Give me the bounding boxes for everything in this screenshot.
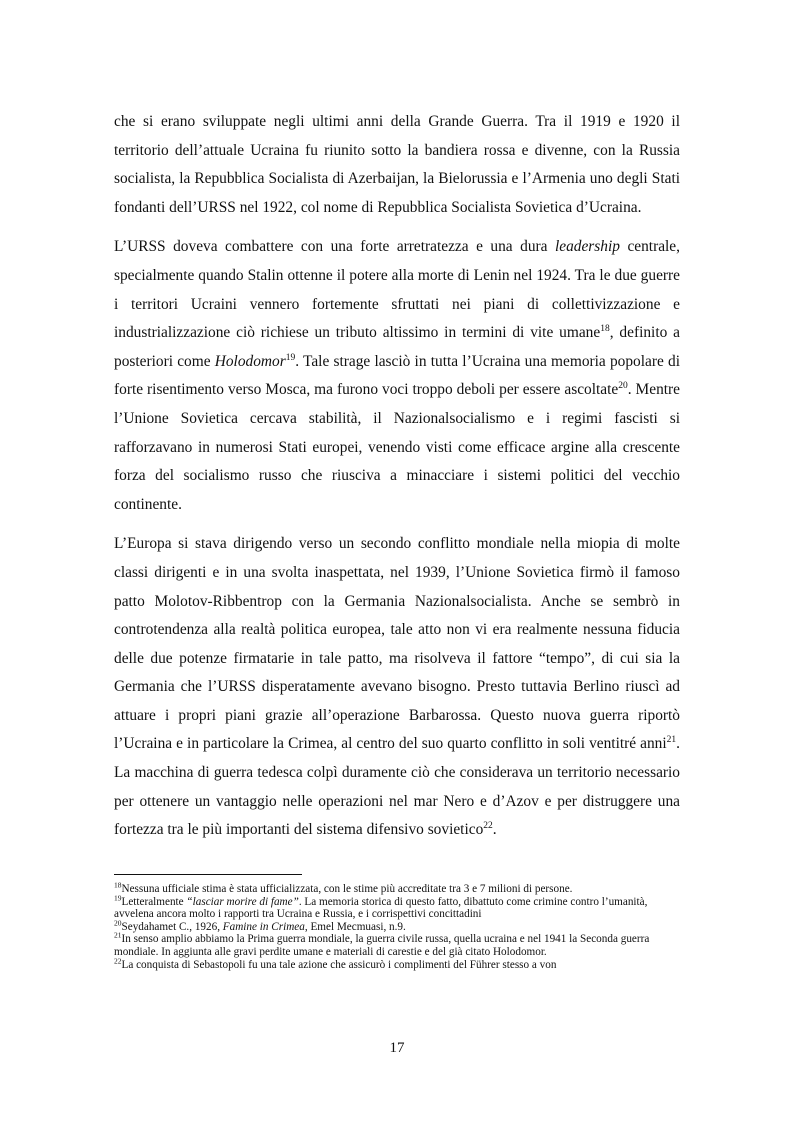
footnote-18 (114, 880, 680, 896)
footnotes (114, 880, 680, 971)
text-run: . Mentre l’Unione Sovietica cercava stabilità, il Nazionalsocialismo e i regimi fascisti si rafforzavano in numerosi Stati europei, venendo visti come efficace argine alla crescente forza del socialismo russo che riusciva a minacciare i sistemi politici del vecchio continente. (114, 381, 681, 513)
footnote-20 (114, 918, 680, 934)
footnote-21 (114, 930, 680, 958)
text-run: La conquista di Sebastopoli fu una tale azione che assicurò i complimenti del Führer stesso a von (121, 958, 557, 971)
footnote-22 (114, 955, 680, 972)
italic-run: leadership (554, 238, 620, 256)
text-run: , Emel Mecmuasi, n.9. (304, 920, 406, 933)
italic-run: Famine in Crimea (222, 920, 305, 933)
page-number: 17 (389, 1040, 405, 1056)
footnote-ref: 20 (618, 381, 628, 392)
italic-run: Holodomor (214, 352, 286, 370)
body-text (114, 108, 680, 856)
footnote-ref: 22 (114, 955, 122, 965)
text-run: Letteralmente (121, 895, 187, 908)
footnote-ref: 21 (114, 930, 122, 940)
text-run: centrale, specialmente quando Stalin ottenne il potere alla morte di Lenin nel 1924. Tra le due guerre i territori Ucraini vennero fortemente sfruttati nei piani di collettivizzazione e industrializzazione ciò richiese un tributo altissimo in termini di vite umane (114, 238, 680, 342)
text-run: . La memoria storica di questo fatto, dibattuto come crimine contro l’umanità, avvelena ancora molto i rapporti tra Ucraina e Russia, e i corrispettivi concittadini (114, 895, 648, 921)
text-run: Seydahamet C., 1926, (121, 920, 223, 933)
text-run: , definito a posteriori come (114, 324, 680, 370)
paragraph-2 (114, 233, 680, 519)
text-run: . Tale strage lasciò in tutta l’Ucraina una memoria popolare di forte risentimento verso Mosca, ma furono voci troppo deboli per essere ascoltate (114, 352, 680, 399)
footnote-ref: 18 (600, 324, 610, 335)
text-run: L’Europa si stava dirigendo verso un secondo conflitto mondiale nella miopia di molte classi dirigenti e in una svolta inaspettata, nel 1939, l’Unione Sovietica firmò il famoso patto Molotov-Ribbentrop con la Germania Nazionalsocialista. Anche se sembrò in controtendenza alla realtà politica europea, tale atto non vi era realmente nessuna fiducia delle due potenze firmatarie in tale patto, ma risolveva il fattore “tempo”, di cui sia la Germania che l’URSS disperatamente avevano bisogno. Presto tuttavia Berlino riuscì ad attuare i propri piani grazie all’operazione Barbarossa. Questo nuova guerra riportò l’Ucraina e in particolare la Crimea, al centro del suo quarto conflitto in soli ventitré anni (114, 535, 680, 753)
text-run: . La macchina di guerra tedesca colpì duramente ciò che considerava un territorio necessario per ottenere un vantaggio nelle operazioni nel mar Nero e d’Azov e per distruggere una fortezza tra le più importanti del sistema difensivo sovietico (114, 735, 680, 839)
footnote-ref: 20 (114, 918, 122, 928)
footnote-19 (114, 892, 680, 921)
text-run: L’URSS doveva combattere con una forte arretratezza e una dura (114, 238, 555, 256)
footnote-ref: 19 (114, 892, 122, 902)
paragraph-3 (114, 530, 680, 845)
italic-run: “lasciar morire di fame” (186, 895, 299, 908)
footnote-ref: 19 (285, 352, 296, 363)
footnote-ref: 22 (483, 821, 493, 832)
footnote-ref: 18 (114, 880, 122, 890)
text-run: che si erano sviluppate negli ultimi anni della Grande Guerra. Tra il 1919 e 1920 il territorio dell’attuale Ucraina fu riunito sotto la bandiera rossa e divenne, con la Russia socialista, la Repubblica Socialista di Azerbaijan, la Bielorussia e l’Armenia uno degli Stati fondanti dell’URSS nel 1922, col nome di Repubblica Socialista Sovietica d’Ucraina. (114, 113, 680, 216)
text-run: Nessuna ufficiale stima è stata ufficializzata, con le stime più accreditate tra 3 e 7 milioni di persone. (121, 883, 573, 895)
text-run: . (492, 821, 497, 839)
footnote-separator (114, 874, 302, 875)
paragraph-1 (114, 108, 680, 222)
text-run: In senso amplio abbiamo la Prima guerra mondiale, la guerra civile russa, quella ucraina e nel 1941 la Seconda guerra mondiale. In aggiunta alle gravi perdite umane e materiali di carestie e del già citato Holodomor. (114, 933, 650, 958)
footnote-ref: 21 (666, 735, 677, 746)
